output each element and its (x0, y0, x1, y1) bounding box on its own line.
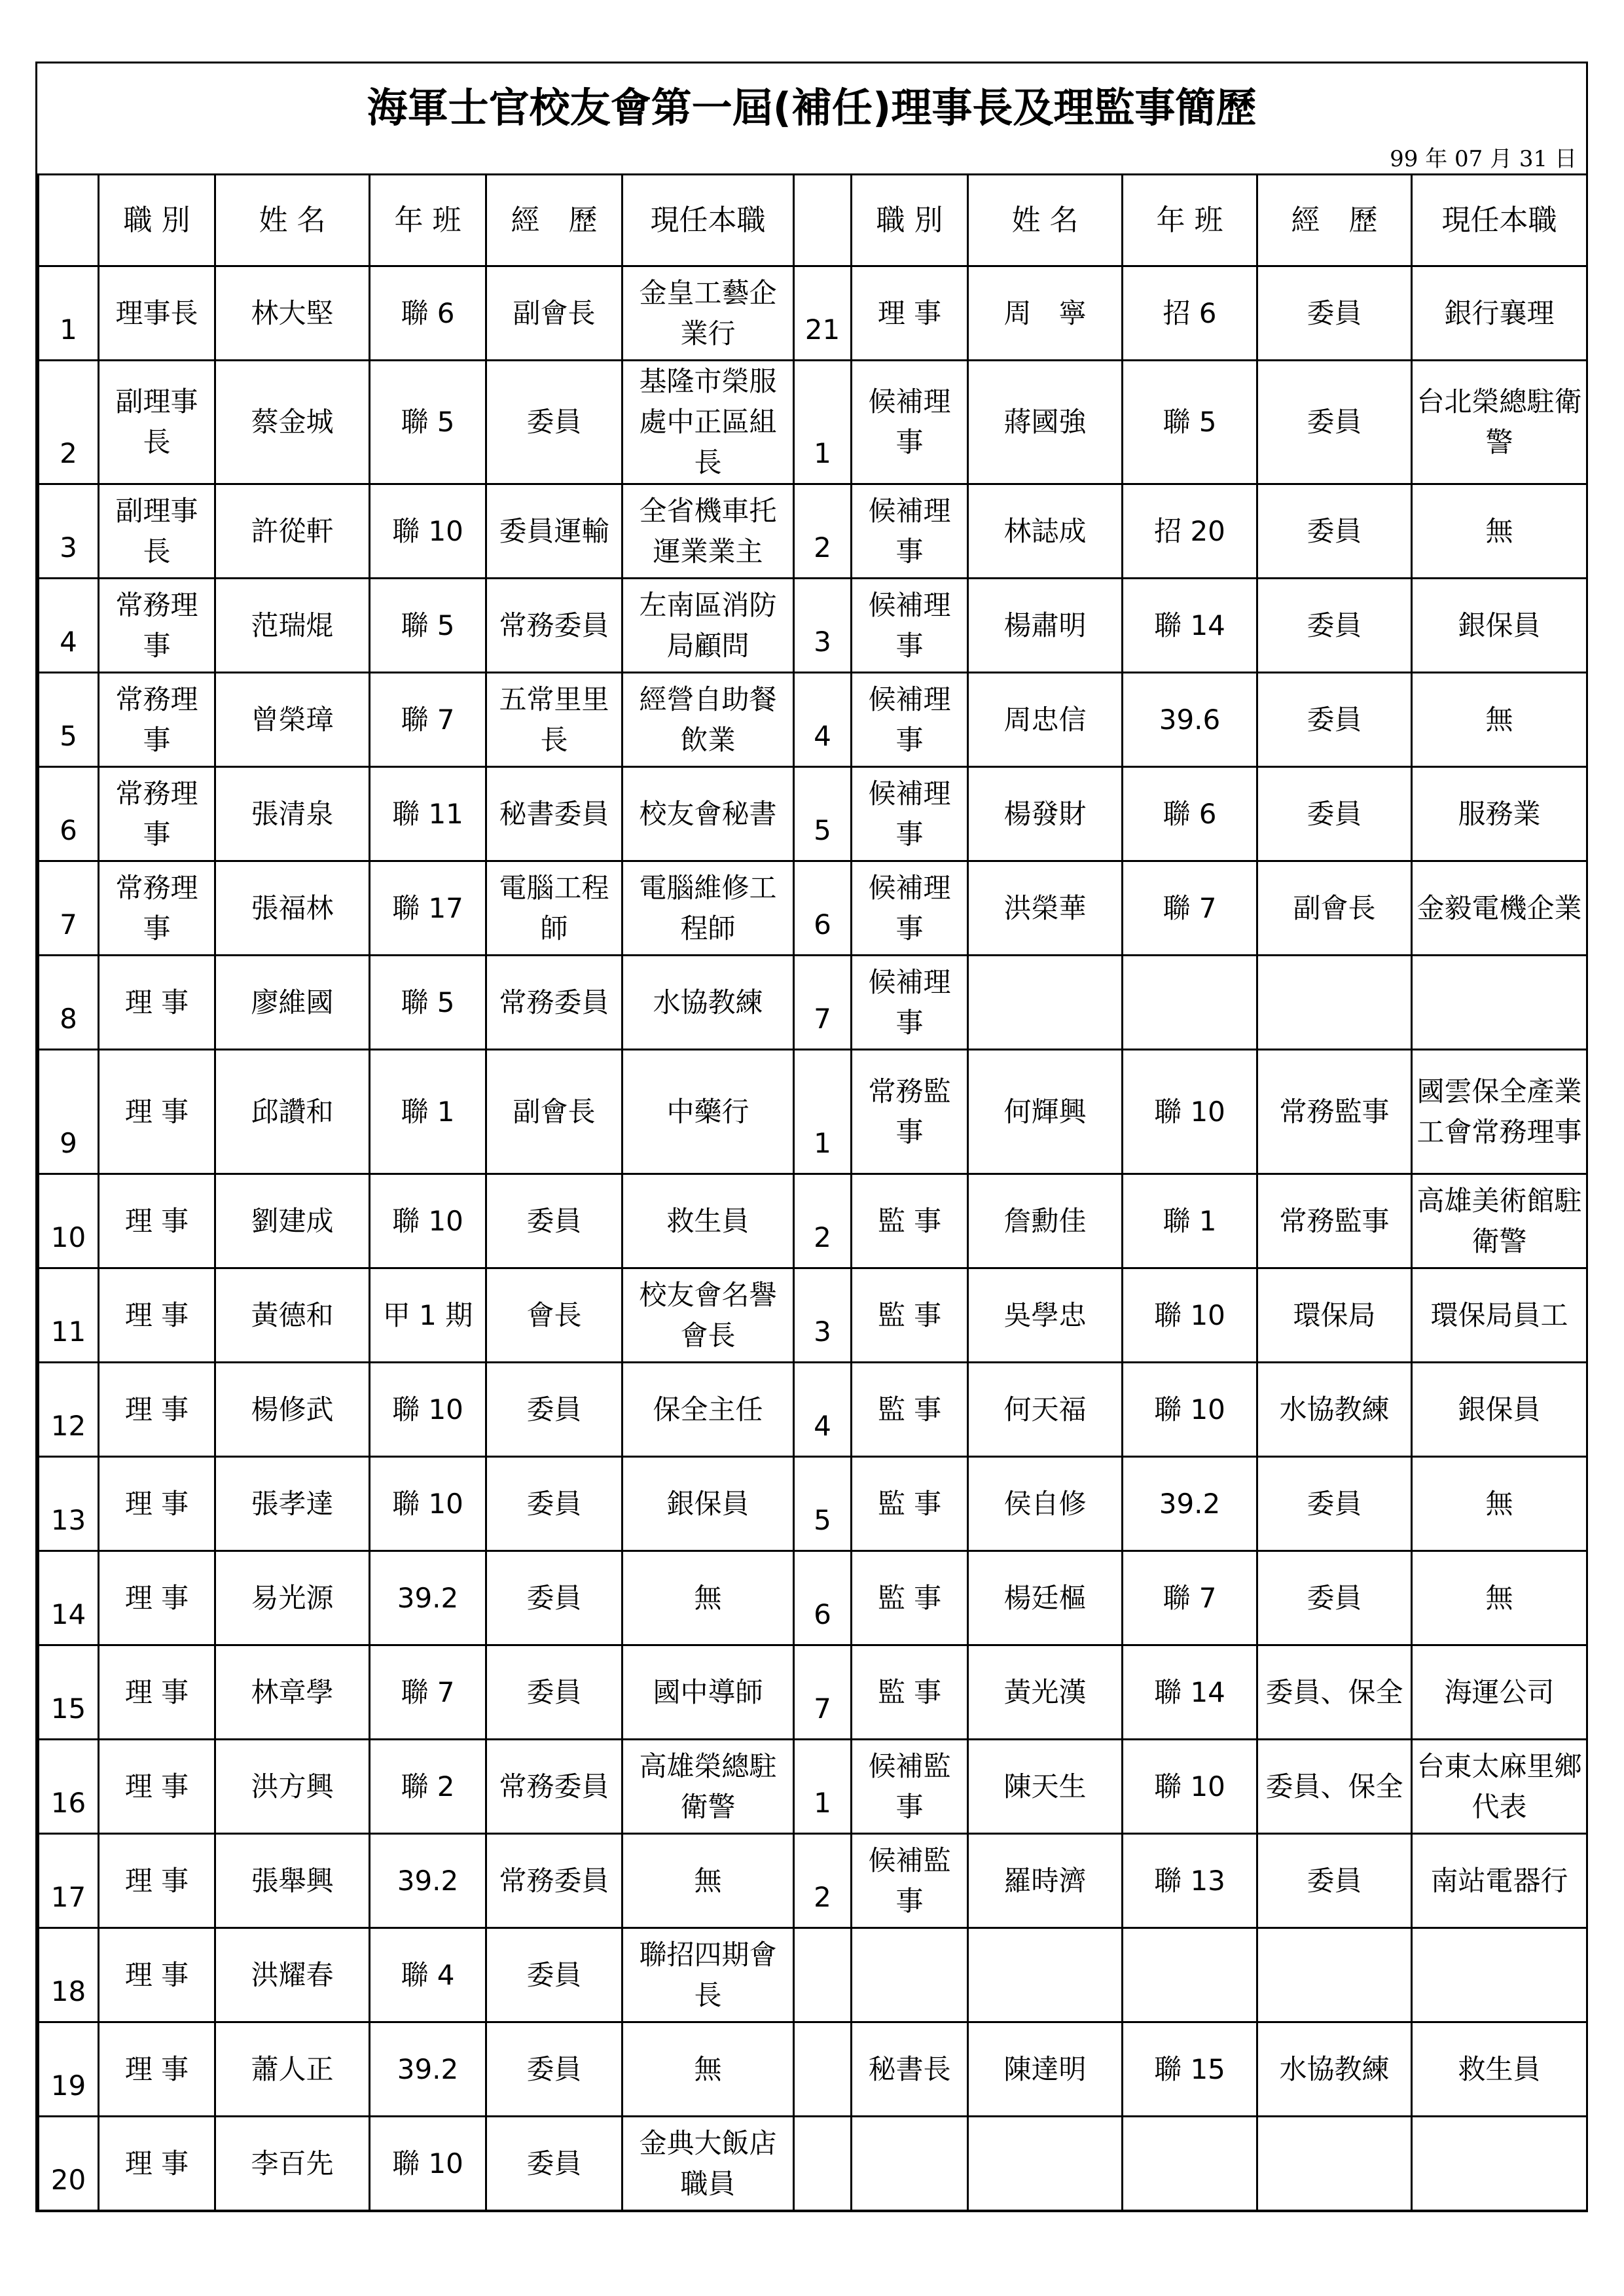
name-cell: 林誌成 (968, 484, 1123, 579)
current-job-cell: 無 (1412, 1551, 1587, 1645)
experience-cell: 委員 (1257, 1457, 1412, 1551)
name-cell: 陳達明 (968, 2022, 1123, 2117)
role-cell: 常務監事 (852, 1050, 968, 1174)
table-row (39, 1928, 1587, 2022)
role-cell: 監 事 (852, 1174, 968, 1268)
current-job-cell: 電腦維修工程師 (623, 861, 794, 956)
current-job-cell (1412, 956, 1587, 1050)
experience-cell: 常務委員 (486, 1740, 623, 1834)
name-cell: 曾榮璋 (215, 673, 370, 767)
role-cell: 監 事 (852, 1551, 968, 1645)
table-row (39, 2022, 1587, 2117)
class-cell: 聯 10 (370, 484, 486, 579)
row-number-cell: 5 (39, 673, 99, 767)
current-job-cell: 台北榮總駐衛警 (1412, 361, 1587, 484)
current-job-cell (1412, 2117, 1587, 2211)
current-job-cell: 環保局員工 (1412, 1268, 1587, 1363)
experience-cell: 委員 (486, 1457, 623, 1551)
row-number-cell: 17 (39, 1834, 99, 1928)
experience-cell: 副會長 (486, 266, 623, 361)
class-cell (1123, 1928, 1257, 2022)
current-job-cell: 台東太麻里鄉代表 (1412, 1740, 1587, 1834)
current-job-cell (1412, 1928, 1587, 2022)
experience-cell: 委員 (486, 1928, 623, 2022)
experience-cell: 委員 (486, 1551, 623, 1645)
class-cell: 招 6 (1123, 266, 1257, 361)
experience-cell: 水協教練 (1257, 1363, 1412, 1457)
name-cell: 林章學 (215, 1645, 370, 1740)
row-number-cell: 7 (39, 861, 99, 956)
role-cell: 候補監事 (852, 1834, 968, 1928)
name-cell: 洪榮華 (968, 861, 1123, 956)
name-cell: 范瑞焜 (215, 579, 370, 673)
column-header: 經 歷 (486, 175, 623, 266)
class-cell: 聯 6 (1123, 767, 1257, 861)
row-number-cell: 11 (39, 1268, 99, 1363)
name-cell: 劉建成 (215, 1174, 370, 1268)
experience-cell: 常務監事 (1257, 1050, 1412, 1174)
name-cell: 張清泉 (215, 767, 370, 861)
row-number-cell: 2 (794, 484, 852, 579)
role-cell: 候補監事 (852, 1740, 968, 1834)
role-cell: 秘書長 (852, 2022, 968, 2117)
class-cell: 聯 17 (370, 861, 486, 956)
role-cell: 理 事 (852, 266, 968, 361)
experience-cell: 水協教練 (1257, 2022, 1412, 2117)
class-cell: 聯 10 (1123, 1740, 1257, 1834)
role-cell: 理 事 (99, 1174, 215, 1268)
current-job-cell: 銀保員 (1412, 579, 1587, 673)
role-cell: 理事長 (99, 266, 215, 361)
name-cell: 周忠信 (968, 673, 1123, 767)
name-cell: 侯自修 (968, 1457, 1123, 1551)
row-number-cell: 3 (39, 484, 99, 579)
class-cell: 聯 10 (370, 1457, 486, 1551)
row-number-cell: 4 (794, 673, 852, 767)
role-cell: 理 事 (99, 2117, 215, 2211)
class-cell: 39.2 (1123, 1457, 1257, 1551)
class-cell (1123, 2117, 1257, 2211)
table-row (39, 1457, 1587, 1551)
class-cell: 聯 5 (1123, 361, 1257, 484)
class-cell: 39.2 (370, 1834, 486, 1928)
column-header: 現任本職 (1412, 175, 1587, 266)
experience-cell: 委員 (1257, 1834, 1412, 1928)
experience-cell: 秘書委員 (486, 767, 623, 861)
class-cell: 聯 14 (1123, 1645, 1257, 1740)
row-number-cell: 4 (39, 579, 99, 673)
name-cell: 楊發財 (968, 767, 1123, 861)
name-cell (968, 1928, 1123, 2022)
name-cell: 張孝達 (215, 1457, 370, 1551)
class-cell: 聯 10 (370, 2117, 486, 2211)
experience-cell: 常務監事 (1257, 1174, 1412, 1268)
row-number-cell: 6 (794, 861, 852, 956)
role-cell: 候補理事 (852, 579, 968, 673)
class-cell (1123, 956, 1257, 1050)
name-cell: 蔣國強 (968, 361, 1123, 484)
current-job-cell: 左南區消防局顧問 (623, 579, 794, 673)
name-cell: 邱讚和 (215, 1050, 370, 1174)
current-job-cell: 服務業 (1412, 767, 1587, 861)
class-cell: 聯 5 (370, 579, 486, 673)
current-job-cell: 校友會名譽會長 (623, 1268, 794, 1363)
row-number-cell: 15 (39, 1645, 99, 1740)
document-title: 海軍士官校友會第一屆(補任)理事長及理監事簡歷 (367, 84, 1257, 132)
experience-cell: 委員 (1257, 673, 1412, 767)
experience-cell: 委員 (486, 1174, 623, 1268)
class-cell: 聯 10 (1123, 1268, 1257, 1363)
experience-cell: 委員 (486, 2117, 623, 2211)
experience-cell: 委員運輸 (486, 484, 623, 579)
role-cell: 候補理事 (852, 956, 968, 1050)
class-cell: 聯 13 (1123, 1834, 1257, 1928)
role-cell: 常務理事 (99, 673, 215, 767)
current-job-cell: 經營自助餐飲業 (623, 673, 794, 767)
experience-cell: 委員 (1257, 266, 1412, 361)
class-cell: 招 20 (1123, 484, 1257, 579)
experience-cell: 常務委員 (486, 1834, 623, 1928)
table-row (39, 1050, 1587, 1174)
table-row (39, 1551, 1587, 1645)
role-cell: 理 事 (99, 1363, 215, 1457)
class-cell: 聯 7 (370, 1645, 486, 1740)
current-job-cell: 無 (1412, 484, 1587, 579)
class-cell: 聯 6 (370, 266, 486, 361)
class-cell: 聯 4 (370, 1928, 486, 2022)
row-number-cell: 3 (794, 1268, 852, 1363)
current-job-cell: 金皇工藝企業行 (623, 266, 794, 361)
column-header: 姓 名 (215, 175, 370, 266)
table-row (39, 956, 1587, 1050)
current-job-cell: 中藥行 (623, 1050, 794, 1174)
class-cell: 39.6 (1123, 673, 1257, 767)
role-cell: 理 事 (99, 1740, 215, 1834)
role-cell: 理 事 (99, 1457, 215, 1551)
current-job-cell: 銀保員 (623, 1457, 794, 1551)
name-cell (968, 2117, 1123, 2211)
experience-cell: 副會長 (486, 1050, 623, 1174)
experience-cell: 五常里里 長 (486, 673, 623, 767)
name-cell: 蕭人正 (215, 2022, 370, 2117)
row-number-cell (794, 1928, 852, 2022)
name-cell: 楊廷樞 (968, 1551, 1123, 1645)
experience-cell: 委員 (1257, 484, 1412, 579)
class-cell: 聯 14 (1123, 579, 1257, 673)
row-number-cell: 5 (794, 1457, 852, 1551)
table-row (39, 579, 1587, 673)
row-number-cell (794, 2117, 852, 2211)
role-cell: 理 事 (99, 1268, 215, 1363)
row-number-cell: 18 (39, 1928, 99, 2022)
class-cell: 聯 11 (370, 767, 486, 861)
row-number-cell: 21 (794, 266, 852, 361)
role-cell: 候補理事 (852, 767, 968, 861)
experience-cell: 委員 (1257, 1551, 1412, 1645)
name-cell: 詹勳佳 (968, 1174, 1123, 1268)
current-job-cell: 無 (1412, 673, 1587, 767)
row-number-cell: 8 (39, 956, 99, 1050)
class-cell: 聯 1 (370, 1050, 486, 1174)
class-cell: 聯 10 (370, 1363, 486, 1457)
row-number-cell: 2 (794, 1174, 852, 1268)
name-cell: 張舉興 (215, 1834, 370, 1928)
current-job-cell: 無 (623, 2022, 794, 2117)
name-cell: 楊修武 (215, 1363, 370, 1457)
role-cell: 監 事 (852, 1457, 968, 1551)
row-number-cell: 4 (794, 1363, 852, 1457)
table-row (39, 1174, 1587, 1268)
current-job-cell: 聯招四期會長 (623, 1928, 794, 2022)
current-job-cell: 金毅電機企業 (1412, 861, 1587, 956)
name-cell: 易光源 (215, 1551, 370, 1645)
role-cell: 理 事 (99, 1551, 215, 1645)
name-cell: 洪方興 (215, 1740, 370, 1834)
row-number-cell: 16 (39, 1740, 99, 1834)
table-row (39, 1363, 1587, 1457)
column-header: 姓 名 (968, 175, 1123, 266)
experience-cell: 常務委員 (486, 956, 623, 1050)
table-row (39, 266, 1587, 361)
row-number-cell: 3 (794, 579, 852, 673)
row-number-cell: 1 (794, 361, 852, 484)
header-number-cell (39, 175, 99, 266)
current-job-cell: 高雄美術館駐衛警 (1412, 1174, 1587, 1268)
experience-cell: 電腦工程師 (486, 861, 623, 956)
class-cell: 聯 5 (370, 361, 486, 484)
experience-cell: 會長 (486, 1268, 623, 1363)
row-number-cell: 7 (794, 1645, 852, 1740)
class-cell: 聯 15 (1123, 2022, 1257, 2117)
current-job-cell: 銀保員 (1412, 1363, 1587, 1457)
column-header: 職 別 (852, 175, 968, 266)
current-job-cell: 無 (623, 1551, 794, 1645)
table-row (39, 1268, 1587, 1363)
class-cell: 聯 5 (370, 956, 486, 1050)
role-cell: 理 事 (99, 1834, 215, 1928)
current-job-cell: 全省機車托運業業主 (623, 484, 794, 579)
row-number-cell: 2 (794, 1834, 852, 1928)
role-cell: 候補理事 (852, 361, 968, 484)
role-cell: 副理事長 (99, 484, 215, 579)
row-number-cell: 12 (39, 1363, 99, 1457)
role-cell: 監 事 (852, 1363, 968, 1457)
table-row (39, 1834, 1587, 1928)
name-cell: 周 寧 (968, 266, 1123, 361)
experience-cell: 環保局 (1257, 1268, 1412, 1363)
role-cell: 理 事 (99, 1050, 215, 1174)
current-job-cell: 高雄榮總駐衛警 (623, 1740, 794, 1834)
experience-cell (1257, 2117, 1412, 2211)
name-cell: 陳天生 (968, 1740, 1123, 1834)
role-cell: 監 事 (852, 1645, 968, 1740)
current-job-cell: 救生員 (1412, 2022, 1587, 2117)
table-row (39, 767, 1587, 861)
column-header: 年 班 (1123, 175, 1257, 266)
current-job-cell: 海運公司 (1412, 1645, 1587, 1740)
current-job-cell: 國中導師 (623, 1645, 794, 1740)
row-number-cell: 6 (794, 1551, 852, 1645)
name-cell: 楊肅明 (968, 579, 1123, 673)
row-number-cell: 7 (794, 956, 852, 1050)
role-cell: 候補理事 (852, 484, 968, 579)
row-number-cell: 10 (39, 1174, 99, 1268)
table-row (39, 1740, 1587, 1834)
role-cell: 常務理事 (99, 861, 215, 956)
role-cell: 監 事 (852, 1268, 968, 1363)
class-cell: 聯 7 (1123, 861, 1257, 956)
experience-cell: 副會長 (1257, 861, 1412, 956)
name-cell: 蔡金城 (215, 361, 370, 484)
experience-cell: 委員 (486, 1363, 623, 1457)
role-cell: 副理事長 (99, 361, 215, 484)
column-header: 現任本職 (623, 175, 794, 266)
table-row (39, 673, 1587, 767)
name-cell: 李百先 (215, 2117, 370, 2211)
class-cell: 39.2 (370, 2022, 486, 2117)
experience-cell (1257, 956, 1412, 1050)
name-cell: 林大堅 (215, 266, 370, 361)
class-cell: 聯 10 (1123, 1363, 1257, 1457)
current-job-cell: 銀行襄理 (1412, 266, 1587, 361)
experience-cell: 委員、保全 (1257, 1740, 1412, 1834)
name-cell: 吳學忠 (968, 1268, 1123, 1363)
experience-cell: 委員 (486, 2022, 623, 2117)
experience-cell: 委員 (1257, 767, 1412, 861)
row-number-cell: 14 (39, 1551, 99, 1645)
row-number-cell: 6 (39, 767, 99, 861)
experience-cell (1257, 1928, 1412, 2022)
column-header: 經 歷 (1257, 175, 1412, 266)
class-cell: 聯 7 (370, 673, 486, 767)
name-cell: 羅時濟 (968, 1834, 1123, 1928)
current-job-cell: 水協教練 (623, 956, 794, 1050)
document-date: 99 年 07 月 31 日 (1390, 146, 1577, 172)
class-cell: 聯 7 (1123, 1551, 1257, 1645)
current-job-cell: 無 (623, 1834, 794, 1928)
name-cell: 何天福 (968, 1363, 1123, 1457)
name-cell (968, 956, 1123, 1050)
column-header: 職 別 (99, 175, 215, 266)
table-row (39, 1645, 1587, 1740)
class-cell: 聯 1 (1123, 1174, 1257, 1268)
current-job-cell: 校友會秘書 (623, 767, 794, 861)
class-cell: 甲 1 期 (370, 1268, 486, 1363)
document-sheet (35, 62, 1588, 2212)
role-cell: 理 事 (99, 2022, 215, 2117)
current-job-cell: 無 (1412, 1457, 1587, 1551)
current-job-cell: 保全主任 (623, 1363, 794, 1457)
role-cell: 候補理事 (852, 673, 968, 767)
row-number-cell: 19 (39, 2022, 99, 2117)
column-header: 年 班 (370, 175, 486, 266)
name-cell: 許從軒 (215, 484, 370, 579)
roster-table (37, 173, 1588, 2212)
role-cell: 理 事 (99, 1645, 215, 1740)
class-cell: 聯 10 (1123, 1050, 1257, 1174)
table-row (39, 361, 1587, 484)
role-cell: 常務理事 (99, 579, 215, 673)
row-number-cell: 1 (794, 1740, 852, 1834)
table-row (39, 2117, 1587, 2211)
row-number-cell: 1 (39, 266, 99, 361)
role-cell: 理 事 (99, 956, 215, 1050)
header-row (39, 175, 1587, 266)
row-number-cell: 1 (794, 1050, 852, 1174)
experience-cell: 常務委員 (486, 579, 623, 673)
name-cell: 洪耀春 (215, 1928, 370, 2022)
row-number-cell: 13 (39, 1457, 99, 1551)
row-number-cell (794, 2022, 852, 2117)
experience-cell: 委員 (486, 1645, 623, 1740)
class-cell: 39.2 (370, 1551, 486, 1645)
roster-body (39, 175, 1587, 2211)
name-cell: 廖維國 (215, 956, 370, 1050)
current-job-cell: 基隆市榮服處中正區組長 (623, 361, 794, 484)
name-cell: 黃德和 (215, 1268, 370, 1363)
table-row (39, 484, 1587, 579)
header-number-cell (794, 175, 852, 266)
current-job-cell: 金典大飯店職員 (623, 2117, 794, 2211)
current-job-cell: 南站電器行 (1412, 1834, 1587, 1928)
current-job-cell: 救生員 (623, 1174, 794, 1268)
current-job-cell: 國雲保全產業工會常務理事 (1412, 1050, 1587, 1174)
row-number-cell: 5 (794, 767, 852, 861)
table-row (39, 861, 1587, 956)
role-cell (852, 1928, 968, 2022)
role-cell: 常務理事 (99, 767, 215, 861)
role-cell: 候補理事 (852, 861, 968, 956)
class-cell: 聯 2 (370, 1740, 486, 1834)
row-number-cell: 2 (39, 361, 99, 484)
experience-cell: 委員、保全 (1257, 1645, 1412, 1740)
row-number-cell: 20 (39, 2117, 99, 2211)
class-cell: 聯 10 (370, 1174, 486, 1268)
experience-cell: 委員 (486, 361, 623, 484)
name-cell: 黃光漢 (968, 1645, 1123, 1740)
experience-cell: 委員 (1257, 579, 1412, 673)
name-cell: 張福林 (215, 861, 370, 956)
row-number-cell: 9 (39, 1050, 99, 1174)
experience-cell: 委員 (1257, 361, 1412, 484)
name-cell: 何輝興 (968, 1050, 1123, 1174)
role-cell (852, 2117, 968, 2211)
role-cell: 理 事 (99, 1928, 215, 2022)
